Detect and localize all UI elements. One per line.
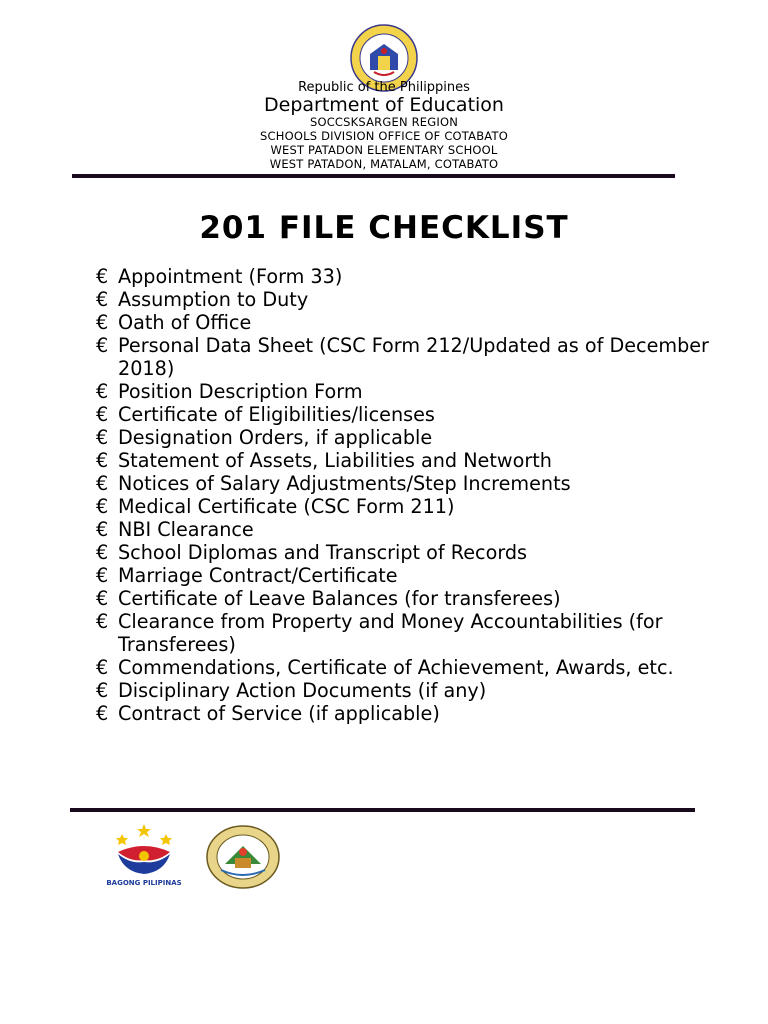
school-seal-logo [205,824,281,890]
euro-bullet-icon: € [96,449,109,472]
checklist-item [96,564,716,587]
euro-bullet-icon: € [96,610,109,633]
svg-text:BAGONG PILIPINAS: BAGONG PILIPINAS [106,879,182,887]
checklist-item-text: NBI Clearance [118,518,254,541]
page-title: 201 FILE CHECKLIST [199,210,569,246]
checklist-item-text: Position Description Form [118,380,363,403]
euro-bullet-icon: € [96,518,109,541]
checklist-item-text: Marriage Contract/Certificate [118,564,398,587]
checklist-item-text: Personal Data Sheet (CSC Form 212/Updated as of December 2018) [118,334,709,380]
checklist-item [96,426,716,449]
department-name: Department of Education [264,94,504,116]
checklist-item [96,702,716,725]
checklist-item-text: Designation Orders, if applicable [118,426,433,449]
checklist-item [96,679,716,702]
checklist-item-text: Medical Certificate (CSC Form 211) [118,495,455,518]
euro-bullet-icon: € [96,541,109,564]
checklist-item [96,311,716,334]
checklist-item [96,518,716,541]
checklist-item [96,610,716,656]
bagong-pilipinas-logo [106,822,182,888]
checklist-item [96,265,716,288]
checklist-item-text: School Diplomas and Transcript of Records [118,541,528,564]
checklist-item [96,449,716,472]
checklist-item [96,495,716,518]
region-line: SOCCSKSARGEN REGION [309,115,459,129]
school-line: WEST PATADON ELEMENTARY SCHOOL [270,143,498,157]
euro-bullet-icon: € [96,472,109,495]
euro-bullet-icon: € [96,426,109,449]
euro-bullet-icon: € [96,587,109,610]
republic-line: Republic of the Philippines [298,80,470,95]
checklist-item [96,403,716,426]
checklist-item [96,656,716,679]
checklist-item [96,380,716,403]
address-line: WEST PATADON, MATALAM, COTABATO [269,157,499,171]
euro-bullet-icon: € [96,679,109,702]
euro-bullet-icon: € [96,656,109,679]
header-divider [72,174,675,178]
checklist-item [96,288,716,311]
footer-divider [70,808,695,812]
checklist-item-text: Oath of Office [118,311,252,334]
euro-bullet-icon: € [96,265,109,288]
checklist-item-text: Certificate of Leave Balances (for transferees) [118,587,561,610]
checklist-item-text: Commendations, Certificate of Achievement, Awards, etc. [118,656,674,679]
checklist-item [96,472,716,495]
checklist-item-text: Clearance from Property and Money Accountabilities (for Transferees) [118,610,663,656]
checklist-item-text: Assumption to Duty [118,288,309,311]
euro-bullet-icon: € [96,311,109,334]
euro-bullet-icon: € [96,334,109,357]
euro-bullet-icon: € [96,380,109,403]
euro-bullet-icon: € [96,403,109,426]
checklist [96,265,716,725]
checklist-item [96,541,716,564]
euro-bullet-icon: € [96,495,109,518]
checklist-item-text: Notices of Salary Adjustments/Step Increments [118,472,571,495]
checklist-item-text: Appointment (Form 33) [118,265,343,288]
euro-bullet-icon: € [96,702,109,725]
euro-bullet-icon: € [96,288,109,311]
checklist-item-text: Statement of Assets, Liabilities and Networth [118,449,552,472]
division-line: SCHOOLS DIVISION OFFICE OF COTABATO [260,129,508,143]
checklist-item-text: Certificate of Eligibilities/licenses [118,403,435,426]
euro-bullet-icon: € [96,564,109,587]
checklist-item-text: Disciplinary Action Documents (if any) [118,679,487,702]
checklist-item-text: Contract of Service (if applicable) [118,702,440,725]
checklist-item [96,587,716,610]
checklist-item [96,334,716,380]
